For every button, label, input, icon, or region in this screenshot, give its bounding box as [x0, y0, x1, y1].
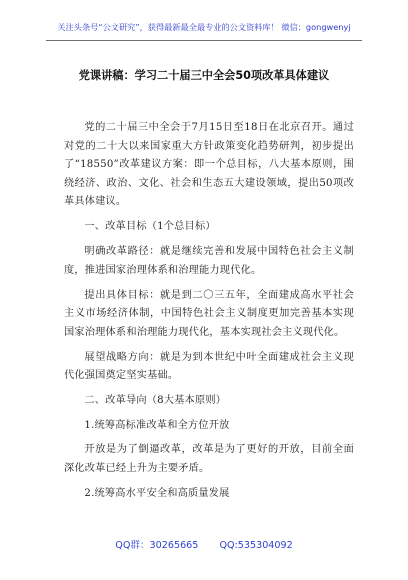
footer-qq-group: QQ群：30265665	[115, 540, 199, 551]
footer-contact	[0, 537, 408, 551]
paragraph-opening: 开放是为了倒逼改革，改革是为了更好的开放，目前全面深化改革已经上升为主要矛盾。	[64, 444, 354, 475]
document-body	[64, 119, 354, 510]
subheading-opening: 1.统筹高标准改革和全方位开放	[84, 419, 230, 431]
paragraph-intro: 党的二十届三中全会于7月15日至18日在北京召开。通过对党的二十大以来国家重大方针政策变化趋势研判，初步提出了“18550”改革建议方案：即一个总目标，八大基本原则，围绕经济、政治、文化、社会和生态五大建设领域，提出50项改革具体建议。	[64, 122, 354, 208]
subheading-security: 2.统筹高水平安全和高质量发展	[84, 488, 230, 500]
header-note: 关注头条号“公文研究”，获得最新最全最专业的公文资料库！ 微信：gongwenyj	[57, 22, 351, 32]
paragraph-target: 提出具体目标：就是到二〇三五年，全面建成高水平社会主义市场经济体制，中国特色社会主义制度更加完善基本实现国家治理体系和治理能力现代化，基本实现社会主义现代化。	[64, 289, 354, 338]
footer-qq: QQ:535304092	[219, 540, 293, 551]
section-heading-goal: 一、改革目标（1个总目标）	[84, 221, 216, 233]
section-heading-principles: 二、改革导向（8大基本原则）	[84, 395, 227, 407]
header-divider	[46, 40, 362, 41]
document-title: 党课讲稿：学习二十届三中全会50项改革具体建议	[78, 69, 330, 82]
paragraph-path: 明确改革路径：就是继续完善和发展中国特色社会主义制度，推进国家治理体系和治理能力现代化。	[64, 245, 354, 276]
paragraph-outlook: 展望战略方向：就是为到本世纪中叶全面建成社会主义现代化强国奠定坚实基础。	[64, 351, 354, 382]
